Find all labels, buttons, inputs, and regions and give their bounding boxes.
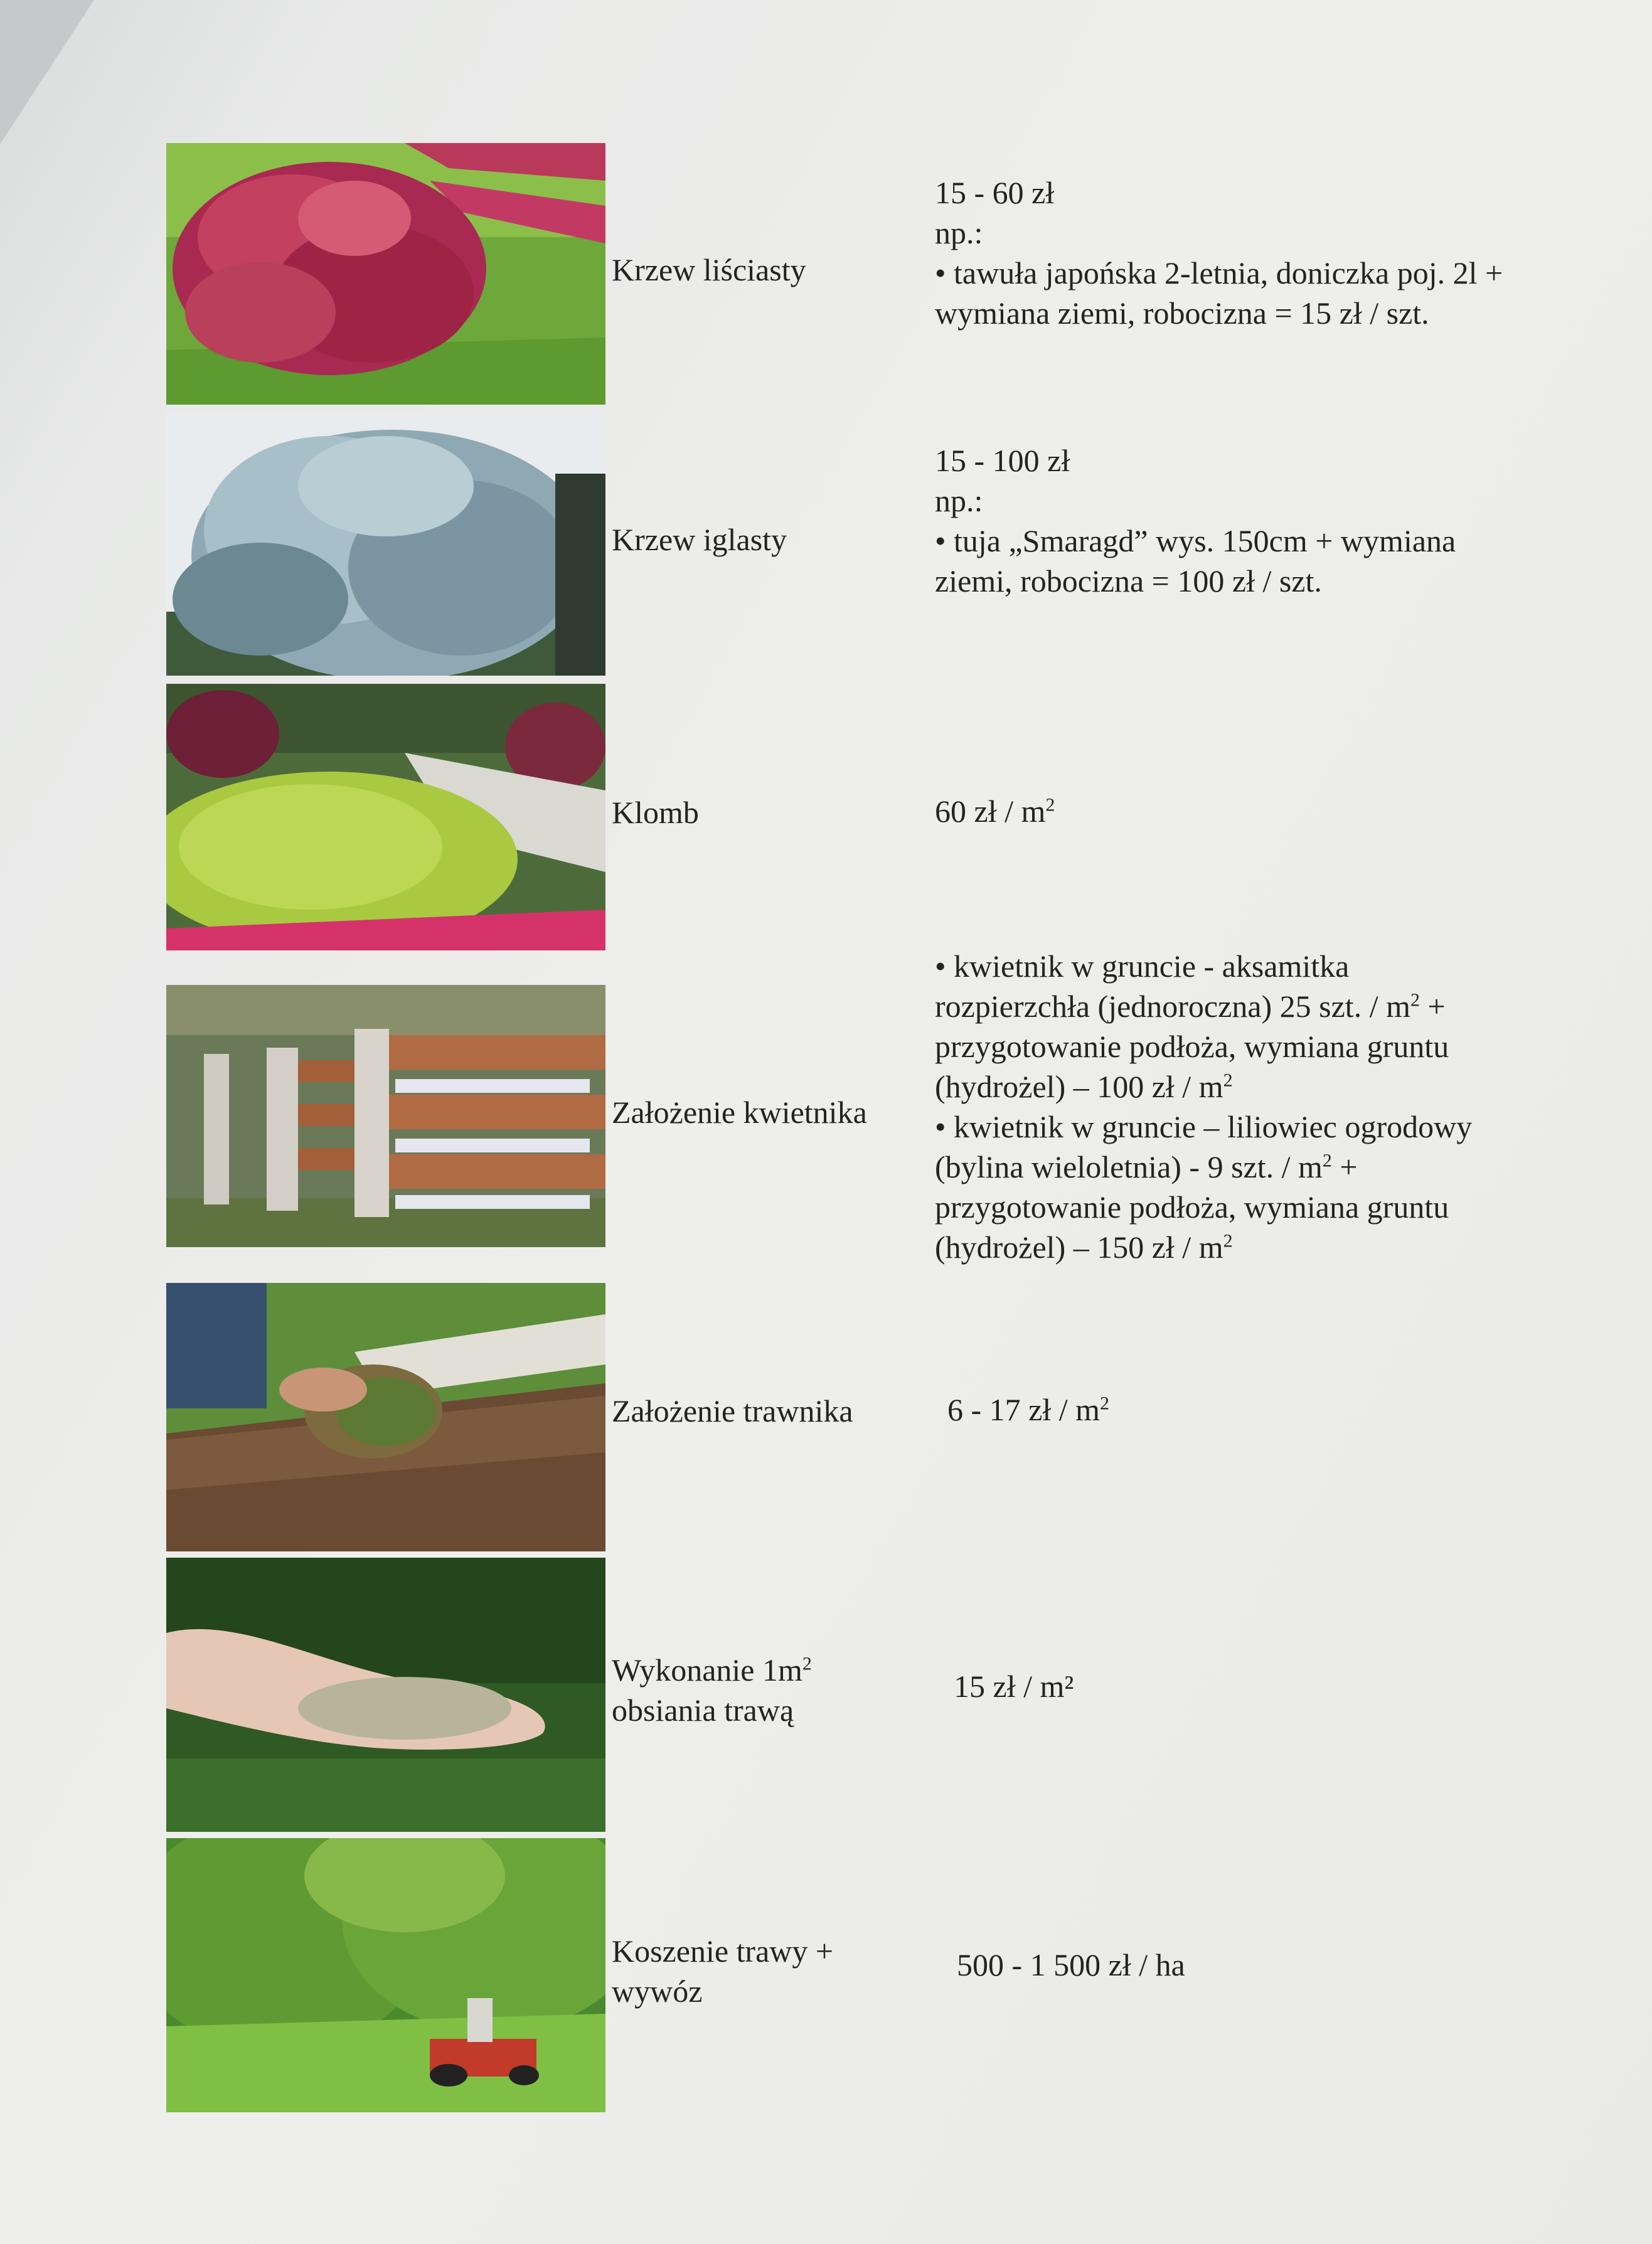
price: 6 - 17 zł / $m^2$: [947, 1392, 1110, 1427]
row-label: Założenie kwietnika: [612, 1095, 867, 1130]
row-price-block: [935, 173, 1525, 333]
option-liliowiec: • kwietnik w gruncie – liliowiec ogrodowy (bylina wieloletnia) - 9 szt. / $m^2$ + przygotowanie podłoża, wymiana gruntu (hydrożel) – 150 zł / $m^2$: [935, 1109, 1473, 1265]
row-label: Klomb: [612, 795, 699, 830]
option-aksamitka: • kwietnik w gruncie - aksamitka rozpierzchła (jednoroczna) 25 szt. / $m^2$ + przygotowanie podłoża, wymiana gruntu (hydrożel) – 100 zł / $m^2$: [935, 949, 1449, 1104]
row-label: Założenie trawnika: [612, 1393, 853, 1428]
photo-laying-turf: [166, 1283, 605, 1551]
price-range: 15 - 60 zł: [935, 175, 1055, 210]
price: 500 - 1 500 zł / ha: [957, 1947, 1185, 1982]
photo-flower-bed: [166, 684, 605, 950]
row-label: Krzew liściasty: [612, 252, 806, 287]
photo-lawn-mowing: [166, 1838, 605, 2112]
row-price-block: [935, 946, 1500, 1267]
price-range: 15 - 100 zł: [935, 443, 1070, 478]
row-label: Krzew iglasty: [612, 522, 787, 557]
example-prefix: np.:: [935, 215, 983, 250]
photo-vertical-planters: [166, 985, 605, 1247]
photo-conifer-shrub: [166, 411, 605, 676]
row-label: Wykonanie $1m^2$ obsiania trawą: [612, 1652, 812, 1728]
page-corner-shadow: [0, 0, 94, 144]
example-prefix: np.:: [935, 483, 983, 518]
photo-deciduous-shrub: [166, 143, 605, 405]
photo-grass-seed-hand: [166, 1558, 605, 1832]
row-price-block: [947, 1390, 1537, 1430]
row-price-block: [935, 440, 1525, 601]
row-label: Koszenie trawy + wywóz: [612, 1933, 834, 2009]
row-price-block: [957, 1945, 1547, 1985]
row-price-block: [935, 791, 1525, 831]
example-text: • tuja „Smaragd” wys. 150cm + wymiana ziemi, robocizna = 100 zł / szt.: [935, 523, 1456, 598]
example-text: • tawuła japońska 2-letnia, doniczka poj. 2l + wymiana ziemi, robocizna = 15 zł / szt.: [935, 255, 1503, 331]
price: 60 zł / $m^2$: [935, 794, 1055, 829]
price: 15 zł / m²: [954, 1669, 1074, 1704]
row-price-block: [954, 1666, 1543, 1706]
